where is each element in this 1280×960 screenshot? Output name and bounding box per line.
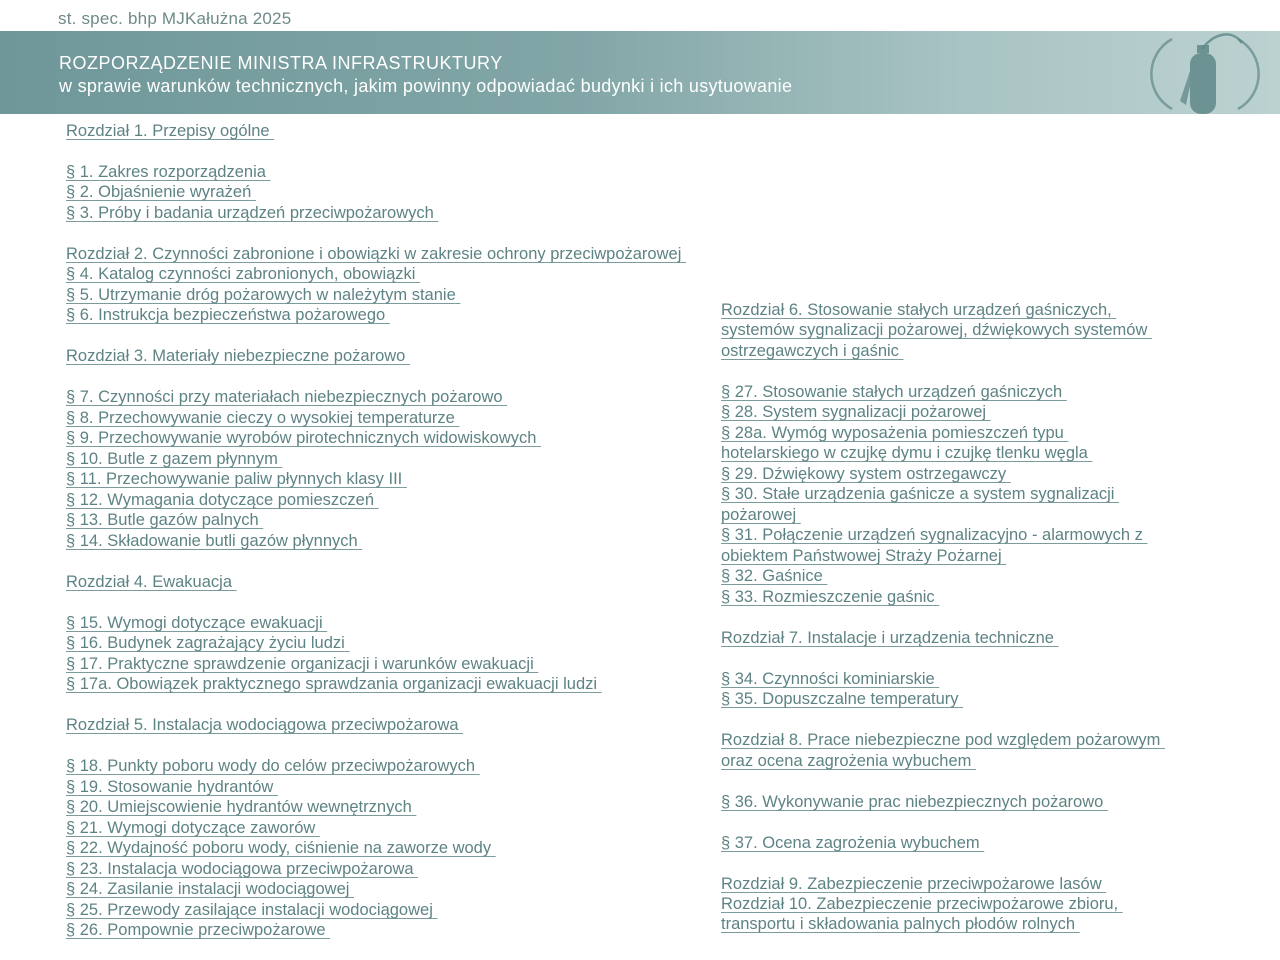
chapter-link[interactable]: Rozdział 8. Prace niebezpieczne pod względem pożarowym — [721, 731, 1161, 749]
chapter-link[interactable]: Rozdział 6. Stosowanie stałych urządzeń gaśniczych, — [721, 301, 1112, 319]
chapter-link[interactable]: Rozdział 4. Ewakuacja — [66, 573, 232, 591]
section-link[interactable]: § 11. Przechowywanie paliw płynnych klasy III — [66, 470, 403, 488]
section-link[interactable]: § 20. Umiejscowienie hydrantów wewnętrznych — [66, 798, 412, 816]
chapter-link[interactable]: Rozdział 9. Zabezpieczenie przeciwpożarowe lasów — [721, 875, 1102, 893]
section-link[interactable]: § 13. Butle gazów palnych — [66, 511, 259, 529]
section-link[interactable]: § 36. Wykonywanie prac niebezpiecznych pożarowo — [721, 793, 1104, 811]
chapter-link[interactable]: Rozdział 7. Instalacje i urządzenia techniczne — [721, 629, 1054, 647]
section-link[interactable]: § 32. Gaśnice — [721, 567, 823, 585]
chapter-link[interactable]: ostrzegawczych i gaśnic — [721, 342, 899, 360]
section-link[interactable]: § 37. Ocena zagrożenia wybuchem — [721, 834, 980, 852]
section-link[interactable]: § 18. Punkty poboru wody do celów przeciwpożarowych — [66, 757, 476, 775]
section-link[interactable]: § 33. Rozmieszczenie gaśnic — [721, 588, 935, 606]
section-link[interactable]: § 26. Pompownie przeciwpożarowe — [66, 921, 326, 939]
section-link[interactable]: § 25. Przewody zasilające instalacji wodociągowej — [66, 901, 433, 919]
page-title: ROZPORZĄDZENIE MINISTRA INFRASTRUKTURY — [59, 53, 503, 73]
section-link[interactable]: pożarowej — [721, 506, 797, 524]
author-label: st. spec. bhp MJKałużna 2025 — [58, 9, 292, 28]
section-link[interactable]: hotelarskiego w czujkę dymu i czujkę tlenku węgla — [721, 444, 1088, 462]
chapter-link[interactable]: Rozdział 3. Materiały niebezpieczne pożarowo — [66, 347, 406, 365]
page-subtitle: w sprawie warunków technicznych, jakim powinny odpowiadać budynki i ich usytuowanie — [59, 76, 793, 96]
chapter-link[interactable]: transportu i składowania palnych płodów rolnych — [721, 915, 1076, 933]
section-link[interactable]: § 28. System sygnalizacji pożarowej — [721, 403, 987, 421]
section-link[interactable]: § 29. Dźwiękowy system ostrzegawczy — [721, 465, 1007, 483]
section-link[interactable]: § 16. Budynek zagrażający życiu ludzi — [66, 634, 345, 652]
header-banner — [0, 31, 1280, 114]
section-link[interactable]: § 9. Przechowywanie wyrobów pirotechnicznych widowiskowych — [66, 429, 537, 447]
section-link[interactable]: § 28a. Wymóg wyposażenia pomieszczeń typu — [721, 424, 1064, 442]
section-link[interactable]: § 10. Butle z gazem płynnym — [66, 450, 278, 468]
section-link[interactable]: § 23. Instalacja wodociągowa przeciwpożarowa — [66, 860, 414, 878]
section-link[interactable]: § 24. Zasilanie instalacji wodociągowej — [66, 880, 350, 898]
section-link[interactable]: § 35. Dopuszczalne temperatury — [721, 690, 959, 708]
section-link[interactable]: § 15. Wymogi dotyczące ewakuacji — [66, 614, 323, 632]
section-link[interactable]: § 14. Składowanie butli gazów płynnych — [66, 532, 358, 550]
section-link[interactable]: § 4. Katalog czynności zabronionych, obowiązki — [66, 265, 416, 283]
section-link[interactable]: § 1. Zakres rozporządzenia — [66, 163, 266, 181]
section-link[interactable]: § 17. Praktyczne sprawdzenie organizacji i warunków ewakuacji — [66, 655, 534, 673]
section-link[interactable]: § 19. Stosowanie hydrantów — [66, 778, 274, 796]
section-link[interactable]: § 21. Wymogi dotyczące zaworów — [66, 819, 316, 837]
section-link[interactable]: § 27. Stosowanie stałych urządzeń gaśniczych — [721, 383, 1063, 401]
fire-extinguisher-icon — [1150, 31, 1260, 114]
chapter-link[interactable]: Rozdział 1. Przepisy ogólne — [66, 122, 270, 140]
section-link[interactable]: § 3. Próby i badania urządzeń przeciwpożarowych — [66, 204, 434, 222]
section-link[interactable]: § 6. Instrukcja bezpieczeństwa pożarowego — [66, 306, 386, 324]
chapter-link[interactable]: systemów sygnalizacji pożarowej, dźwiękowych systemów — [721, 321, 1148, 339]
section-link[interactable]: § 12. Wymagania dotyczące pomieszczeń — [66, 491, 375, 509]
section-link[interactable]: § 5. Utrzymanie dróg pożarowych w należytym stanie — [66, 286, 456, 304]
section-link[interactable]: § 7. Czynności przy materiałach niebezpiecznych pożarowo — [66, 388, 503, 406]
section-link[interactable]: § 30. Stałe urządzenia gaśnicze a system sygnalizacji — [721, 485, 1115, 503]
chapter-link[interactable]: Rozdział 10. Zabezpieczenie przeciwpożarowe zbioru, — [721, 895, 1119, 913]
section-link[interactable]: § 34. Czynności kominiarskie — [721, 670, 935, 688]
chapter-link[interactable]: Rozdział 5. Instalacja wodociągowa przeciwpożarowa — [66, 716, 459, 734]
chapter-link[interactable]: oraz ocena zagrożenia wybuchem — [721, 752, 972, 770]
section-link[interactable]: § 8. Przechowywanie cieczy o wysokiej temperaturze — [66, 409, 455, 427]
section-link[interactable]: § 17a. Obowiązek praktycznego sprawdzania organizacji ewakuacji ludzi — [66, 675, 598, 693]
section-link[interactable]: § 2. Objaśnienie wyrażeń — [66, 183, 252, 201]
chapter-link[interactable]: Rozdział 2. Czynności zabronione i obowiązki w zakresie ochrony przeciwpożarowej — [66, 245, 682, 263]
section-link[interactable]: obiektem Państwowej Straży Pożarnej — [721, 547, 1002, 565]
section-link[interactable]: § 22. Wydajność poboru wody, ciśnienie na zaworze wody — [66, 839, 492, 857]
section-link[interactable]: § 31. Połączenie urządzeń sygnalizacyjno - alarmowych z — [721, 526, 1143, 544]
